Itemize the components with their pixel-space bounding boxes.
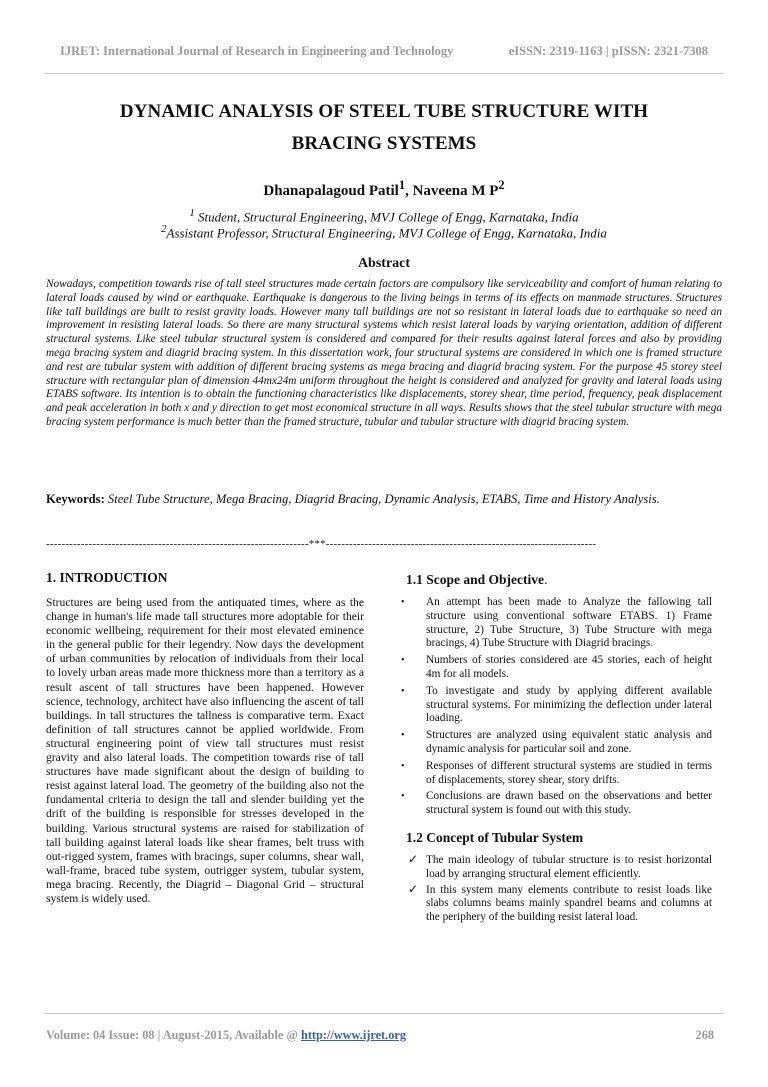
author-list	[40, 178, 728, 200]
issn: eISSN: 2319-1163 | pISSN: 2321-7308	[508, 44, 708, 58]
list-item	[398, 851, 712, 882]
author-1: Dhanapalagoud Patil	[263, 183, 399, 199]
bullet-icon: •	[401, 730, 405, 742]
affiliation-2	[40, 223, 728, 241]
title-line-1: DYNAMIC ANALYSIS OF STEEL TUBE STRUCTURE WITH	[119, 101, 649, 122]
check-icon: ✓	[408, 851, 419, 866]
footer-volume	[46, 1028, 406, 1043]
keywords-label: Keywords:	[46, 492, 105, 506]
list-item	[398, 760, 712, 788]
affiliation-1-num: 1	[189, 207, 195, 219]
list-item-text: To investigate and study by applying different available structural systems. For minimizing the deflection under lateral loading.	[426, 684, 712, 725]
list-item	[398, 685, 712, 726]
bullet-icon: •	[401, 597, 405, 608]
title-line-2: BRACING SYSTEMS	[291, 133, 477, 154]
abstract-text: Nowadays, competition towards rise of tall steel structures made certain factors are compulsory like serviceability and comfort of human relating to lateral loads caused by wind or earthquake. Earthquake is dangerous to the living beings in terms of its effects on manmade structures. Structures like tall buildings are built to resist gravity loads. However many tall buildings are not so resistant in lateral loads due to earthquake so need an improvement in resisting lateral loads. So there are many structural systems which resist lateral loads by varying orientation, addition of different structural systems. Like steel tubular structural system is considered and compared for their results against lateral forces and also by providing mega bracing system and diagrid bracing system. In this dissertation work, four structural systems are considered in which one is framed structure and rest are tubular system with addition of different bracing systems as mega bracing and diagrid bracing system. For the purpose 45 storey steel structure with rectangular plan of dimension 44mx24m uniform throughout the height is considered and analyzed for gravity and lateral loads using ETABS software. Its intention is to obtain the functioning characteristics like displacements, storey shear, time period, frequency, peak displacement and peak acceleration in both x and y direction to get most economical structure in all ways. Results shows that the steel tubular structure with mega bracing system performance is much better than the framed structure, tubular and tubular structure with diagrid bracing system.	[46, 278, 722, 428]
list-item-text: Structures are analyzed using equivalent static analysis and dynamic analysis for particular soil and zone.	[426, 729, 712, 755]
running-footer	[46, 1028, 714, 1043]
list-item-text: The main ideology of tubular structure is to resist horizontal load by arranging structural element efficiently.	[426, 853, 712, 880]
scope-heading-period: .	[544, 572, 548, 587]
footer-rule	[44, 1013, 724, 1014]
affiliation-2-text: Assistant Professor, Structural Engineering, MVJ College of Engg, Karnataka, India	[166, 225, 607, 241]
scope-list	[398, 596, 712, 818]
author-2: Naveena M P	[412, 183, 499, 199]
bullet-icon: •	[401, 791, 405, 803]
bullet-icon: •	[401, 685, 405, 697]
section-separator: --------------------------------------------------------------------***----------------------------------------------------------------------	[46, 538, 597, 550]
left-column	[46, 570, 364, 906]
list-item	[398, 729, 712, 757]
running-header	[60, 44, 708, 59]
list-item	[398, 654, 712, 682]
scope-heading	[406, 572, 712, 588]
list-item-text: Numbers of stories considered are 45 stories, each of height 4m for all models.	[426, 654, 712, 680]
list-item	[398, 596, 712, 651]
affiliation-2-num: 2	[161, 223, 167, 235]
list-item	[398, 881, 712, 925]
bullet-icon: •	[401, 655, 405, 667]
list-item	[398, 790, 712, 818]
page-number: 268	[695, 1028, 714, 1042]
header-rule	[44, 73, 724, 74]
tubular-heading: 1.2 Concept of Tubular System	[406, 829, 584, 845]
journal-url-link[interactable]: http://www.ijret.org	[301, 1028, 406, 1042]
right-column	[398, 572, 712, 927]
affiliation-1-text: Student, Structural Engineering, MVJ College of Engg, Karnataka, India	[194, 209, 579, 225]
introduction-heading: 1. INTRODUCTION	[46, 570, 168, 585]
author-2-sup: 2	[498, 178, 505, 192]
check-icon: ✓	[408, 881, 419, 896]
scope-heading-text: 1.1 Scope and Objective	[406, 572, 544, 587]
paper-title	[40, 96, 728, 160]
list-item-text: Conclusions are drawn based on the observations and better structural system is found out with this study.	[426, 790, 712, 817]
list-item-text: In this system many elements contribute to resist loads like slabs columns beams mainly spandrel beams and columns at the periphery of the building resist lateral load.	[426, 883, 712, 924]
keywords-text: Steel Tube Structure, Mega Bracing, Diagrid Bracing, Dynamic Analysis, ETABS, Time and History Analysis.	[104, 492, 660, 506]
keywords	[46, 488, 722, 511]
author-1-sup: 1	[398, 178, 406, 192]
journal-name: IJRET: International Journal of Research in Engineering and Technology	[60, 44, 454, 58]
bullet-icon: •	[401, 760, 405, 772]
tubular-list	[398, 851, 712, 925]
list-item-text: An attempt has been made to Analyze the fallowing tall structure using conventional software ETABS. 1) Frame structure, 2) Tube Structure, 3) Tube Structure with mega bracings, 4) Tube Structure with Diagrid bracings.	[426, 596, 712, 650]
introduction-text: Structures are being used from the antiquated times, where as the change in human's life made tall structures more adoptable for their economic wellbeing, requirement for their most elevated eminence in the general public for their legendry. Now days the development of urban communities by relocation of individuals from their local to lovely urban areas made more thickness more than a territory as a result ascent of tall structures have been happened. However science, technology, architect have also influencing the ascent of tall buildings. In tall structures the tallness is comparative term. Exact definition of tall structures cannot be applied worldwide. From structural engineering point of view tall structures must resist gravity and also lateral loads. The competition towards rise of tall structures have made significant about the design of building to resist against lateral load. The geometry of the building also not the fundamental criteria to design the tall and slender building yet the drift of the building is responsible for stresses developed in the building. Various structural systems are raised for stabilization of tall building against lateral loads like shear frames, belt truss with out-rigged system, frames with bracings, super columns, shear wall, wall-frame, braced tube system, outrigger system, tubular system, mega bracing. Recently, the Diagrid – Diagonal Grid – structural system is widely used.	[46, 596, 364, 905]
footer-volume-text: Volume: 04 Issue: 08 | August-2015, Available @	[46, 1028, 301, 1042]
abstract-heading: Abstract	[357, 256, 411, 271]
list-item-text: Responses of different structural systems are studied in terms of displacements, storey shear, story drifts.	[426, 759, 712, 786]
author-separator: ,	[405, 183, 413, 199]
